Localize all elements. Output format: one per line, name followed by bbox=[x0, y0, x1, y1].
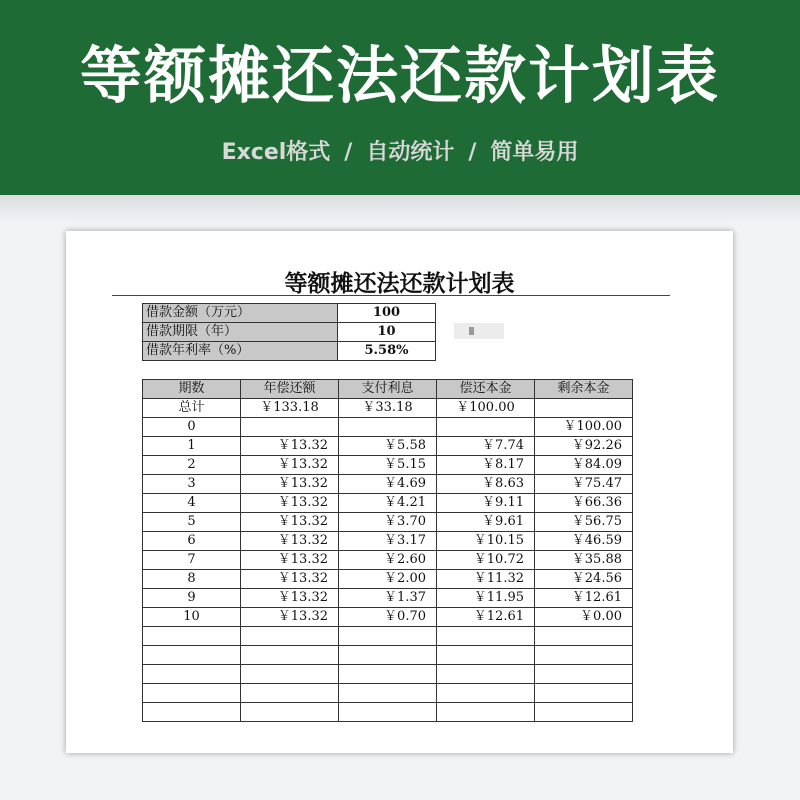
cell-annual-payment[interactable] bbox=[241, 627, 339, 646]
tag-auto-stat: 自动统计 bbox=[366, 140, 455, 165]
table-header-row bbox=[143, 380, 633, 399]
cell-period[interactable] bbox=[143, 646, 241, 665]
cell-marker bbox=[469, 327, 474, 335]
cell-period[interactable] bbox=[143, 627, 241, 646]
cell-period[interactable]: 0 bbox=[143, 418, 241, 437]
table-row bbox=[143, 494, 633, 513]
cell-remaining[interactable] bbox=[535, 646, 633, 665]
tag-separator: / bbox=[468, 140, 477, 165]
table-row bbox=[143, 551, 633, 570]
cell-annual-payment[interactable]: ￥13.32 bbox=[241, 437, 339, 456]
cell-remaining[interactable]: ￥46.59 bbox=[535, 532, 633, 551]
cell-annual-payment[interactable]: ￥13.32 bbox=[241, 513, 339, 532]
cell-remaining[interactable]: ￥75.47 bbox=[535, 475, 633, 494]
cell-principal[interactable]: ￥10.15 bbox=[437, 532, 535, 551]
cell-principal[interactable] bbox=[437, 627, 535, 646]
header-period: 期数 bbox=[143, 380, 241, 399]
banner-shadow bbox=[0, 195, 800, 225]
cell-annual-payment[interactable]: ￥13.32 bbox=[241, 608, 339, 627]
table-row bbox=[143, 513, 633, 532]
cell-remaining[interactable]: ￥66.36 bbox=[535, 494, 633, 513]
cell-principal[interactable]: ￥10.72 bbox=[437, 551, 535, 570]
cell-annual-payment[interactable]: ￥13.32 bbox=[241, 532, 339, 551]
cell-principal[interactable]: ￥9.11 bbox=[437, 494, 535, 513]
table-row bbox=[143, 437, 633, 456]
table-row bbox=[143, 703, 633, 722]
cell-principal[interactable]: ￥11.32 bbox=[437, 570, 535, 589]
cell-interest[interactable]: ￥2.00 bbox=[339, 570, 437, 589]
cell-interest[interactable] bbox=[339, 646, 437, 665]
cell-interest[interactable]: ￥5.58 bbox=[339, 437, 437, 456]
table-row bbox=[143, 684, 633, 703]
total-principal[interactable]: ￥100.00 bbox=[437, 399, 535, 418]
cell-annual-payment[interactable]: ￥13.32 bbox=[241, 551, 339, 570]
cell-interest[interactable]: ￥5.15 bbox=[339, 456, 437, 475]
cell-principal[interactable]: ￥9.61 bbox=[437, 513, 535, 532]
gray-cell bbox=[454, 323, 504, 339]
header-remaining: 剩余本金 bbox=[535, 380, 633, 399]
tag-separator: / bbox=[344, 140, 353, 165]
cell-annual-payment[interactable] bbox=[241, 646, 339, 665]
cell-period[interactable]: 2 bbox=[143, 456, 241, 475]
cell-period[interactable] bbox=[143, 684, 241, 703]
header-interest: 支付利息 bbox=[339, 380, 437, 399]
input-value-term[interactable]: 10 bbox=[338, 323, 436, 342]
cell-interest[interactable]: ￥4.69 bbox=[339, 475, 437, 494]
cell-annual-payment[interactable]: ￥13.32 bbox=[241, 475, 339, 494]
cell-period[interactable] bbox=[143, 665, 241, 684]
cell-principal[interactable] bbox=[437, 703, 535, 722]
cell-annual-payment[interactable]: ￥13.32 bbox=[241, 494, 339, 513]
cell-principal[interactable]: ￥8.63 bbox=[437, 475, 535, 494]
cell-interest[interactable] bbox=[339, 665, 437, 684]
cell-annual-payment[interactable] bbox=[241, 418, 339, 437]
cell-principal[interactable]: ￥12.61 bbox=[437, 608, 535, 627]
cell-remaining[interactable]: ￥92.26 bbox=[535, 437, 633, 456]
input-row-amount bbox=[143, 304, 436, 323]
cell-interest[interactable]: ￥0.70 bbox=[339, 608, 437, 627]
input-label: 借款年利率（%） bbox=[143, 342, 338, 361]
cell-principal[interactable] bbox=[437, 684, 535, 703]
table-row bbox=[143, 665, 633, 684]
sheet-title: 等额摊还法还款计划表 bbox=[284, 270, 515, 297]
header-principal: 偿还本金 bbox=[437, 380, 535, 399]
cell-period[interactable]: 9 bbox=[143, 589, 241, 608]
tag-easy-use: 简单易用 bbox=[490, 140, 579, 165]
cell-period[interactable]: 4 bbox=[143, 494, 241, 513]
cell-interest[interactable]: ￥4.21 bbox=[339, 494, 437, 513]
table-row bbox=[143, 570, 633, 589]
cell-period[interactable]: 8 bbox=[143, 570, 241, 589]
cell-principal[interactable]: ￥7.74 bbox=[437, 437, 535, 456]
cell-remaining[interactable] bbox=[535, 665, 633, 684]
total-annual-payment[interactable]: ￥133.18 bbox=[241, 399, 339, 418]
input-row-term bbox=[143, 323, 436, 342]
cell-remaining[interactable] bbox=[535, 627, 633, 646]
cell-period[interactable]: 5 bbox=[143, 513, 241, 532]
cell-interest[interactable]: ￥3.17 bbox=[339, 532, 437, 551]
cell-remaining[interactable]: ￥12.61 bbox=[535, 589, 633, 608]
input-value-amount[interactable]: 100 bbox=[338, 304, 436, 323]
cell-remaining[interactable] bbox=[535, 703, 633, 722]
cell-interest[interactable] bbox=[339, 703, 437, 722]
cell-remaining[interactable]: ￥84.09 bbox=[535, 456, 633, 475]
cell-remaining[interactable]: ￥0.00 bbox=[535, 608, 633, 627]
total-row bbox=[143, 399, 633, 418]
total-remaining[interactable] bbox=[535, 399, 633, 418]
input-label: 借款金额（万元） bbox=[143, 304, 338, 323]
title-underline bbox=[112, 295, 670, 296]
cell-period[interactable]: 6 bbox=[143, 532, 241, 551]
cell-principal[interactable] bbox=[437, 646, 535, 665]
header-banner bbox=[0, 0, 800, 195]
cell-annual-payment[interactable]: ￥13.32 bbox=[241, 589, 339, 608]
cell-interest[interactable] bbox=[339, 627, 437, 646]
input-label: 借款期限（年） bbox=[143, 323, 338, 342]
table-row bbox=[143, 589, 633, 608]
cell-annual-payment[interactable] bbox=[241, 665, 339, 684]
loan-inputs-table bbox=[142, 303, 436, 361]
table-row bbox=[143, 608, 633, 627]
cell-remaining[interactable] bbox=[535, 684, 633, 703]
spreadsheet-page bbox=[66, 231, 733, 753]
cell-interest[interactable]: ￥1.37 bbox=[339, 589, 437, 608]
banner-title: 等额摊还法还款计划表 bbox=[79, 39, 720, 112]
cell-interest[interactable]: ￥3.70 bbox=[339, 513, 437, 532]
cell-principal[interactable] bbox=[437, 665, 535, 684]
table-row bbox=[143, 475, 633, 494]
cell-period[interactable]: 3 bbox=[143, 475, 241, 494]
table-row bbox=[143, 646, 633, 665]
header-annual-payment: 年偿还额 bbox=[241, 380, 339, 399]
cell-remaining[interactable]: ￥56.75 bbox=[535, 513, 633, 532]
cell-interest[interactable]: ￥2.60 bbox=[339, 551, 437, 570]
cell-annual-payment[interactable] bbox=[241, 703, 339, 722]
banner-subtitle bbox=[0, 135, 800, 171]
tag-excel-format: Excel格式 bbox=[221, 140, 331, 165]
total-label[interactable]: 总计 bbox=[143, 399, 241, 418]
table-row bbox=[143, 418, 633, 437]
repayment-schedule-table bbox=[142, 379, 633, 722]
cell-interest[interactable] bbox=[339, 684, 437, 703]
cell-remaining[interactable]: ￥35.88 bbox=[535, 551, 633, 570]
input-value-rate[interactable]: 5.58% bbox=[338, 342, 436, 361]
cell-period[interactable] bbox=[143, 703, 241, 722]
total-interest[interactable]: ￥33.18 bbox=[339, 399, 437, 418]
cell-annual-payment[interactable] bbox=[241, 684, 339, 703]
cell-principal[interactable] bbox=[437, 418, 535, 437]
cell-remaining[interactable]: ￥24.56 bbox=[535, 570, 633, 589]
input-row-rate bbox=[143, 342, 436, 361]
cell-principal[interactable]: ￥8.17 bbox=[437, 456, 535, 475]
cell-remaining[interactable]: ￥100.00 bbox=[535, 418, 633, 437]
cell-interest[interactable] bbox=[339, 418, 437, 437]
cell-period[interactable]: 1 bbox=[143, 437, 241, 456]
table-row bbox=[143, 456, 633, 475]
cell-annual-payment[interactable]: ￥13.32 bbox=[241, 456, 339, 475]
table-row bbox=[143, 627, 633, 646]
cell-period[interactable]: 10 bbox=[143, 608, 241, 627]
table-row bbox=[143, 532, 633, 551]
cell-principal[interactable]: ￥11.95 bbox=[437, 589, 535, 608]
cell-annual-payment[interactable]: ￥13.32 bbox=[241, 570, 339, 589]
cell-period[interactable]: 7 bbox=[143, 551, 241, 570]
